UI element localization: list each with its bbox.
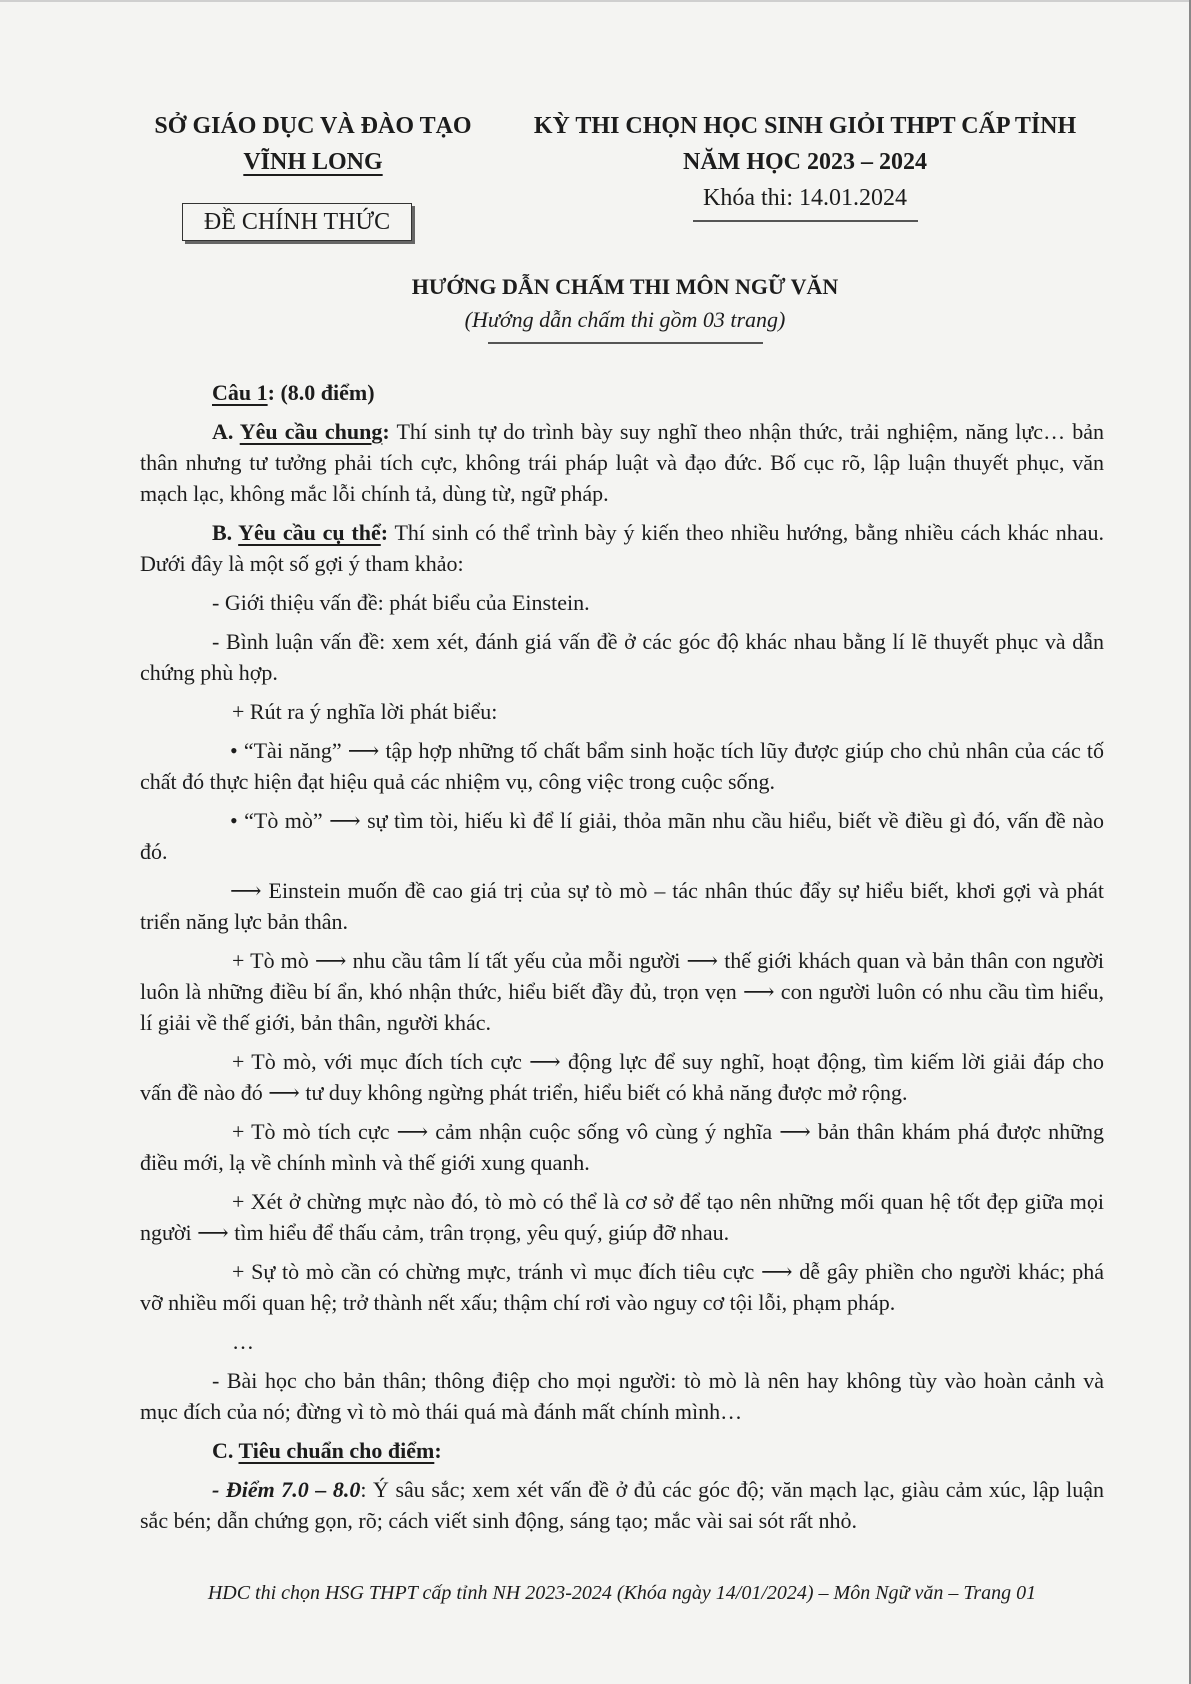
score-criterion: [140, 1474, 1104, 1536]
section-a-colon: :: [382, 419, 390, 444]
province-name: VĨNH LONG: [243, 149, 383, 175]
section-b-prefix: B.: [212, 520, 239, 545]
department-header: [138, 108, 488, 180]
list-item: - Giới thiệu vấn đề: phát biểu của Einstein.: [212, 590, 590, 615]
question-points: : (8.0 điểm): [267, 380, 375, 405]
document-subtitle: (Hướng dẫn chấm thi gồm 03 trang): [464, 307, 786, 332]
section-c-colon: :: [434, 1438, 442, 1463]
section-a-text: Thí sinh tự do trình bày suy nghĩ theo nhận thức, trải nghiệm, năng lực… bản thân nhưng tư tưởng phải tích cực, không trái pháp luật và đạo đức. Bố cục rõ, lập luận thuyết phục, văn mạch lạc, không mắc lỗi chính tả, dùng từ, ngữ pháp.: [140, 419, 1104, 506]
title-divider: [488, 342, 763, 344]
list-item: - Bài học cho bản thân; thông điệp cho mọi người: tò mò là nên hay không tùy vào hoàn cảnh và mục đích của nó; đừng vì tò mò thái quá mà đánh mất chính mình…: [140, 1368, 1104, 1424]
section-b-heading: Yêu cầu cụ thể: [238, 520, 381, 545]
list-item: + Sự tò mò cần có chừng mực, tránh vì mục đích tiêu cực ⟶ dễ gây phiền cho người khác; phá vỡ nhiều mối quan hệ; trở thành nết xấu; thậm chí rơi vào nguy cơ tội lỗi, phạm pháp.: [140, 1259, 1104, 1315]
exam-header: [505, 108, 1105, 222]
exam-date: Khóa thi: 14.01.2024: [703, 185, 907, 211]
ellipsis: …: [232, 1329, 254, 1354]
exam-name: KỲ THI CHỌN HỌC SINH GIỎI THPT CẤP TỈNH: [533, 113, 1077, 139]
list-item: + Tò mò ⟶ nhu cầu tâm lí tất yếu của mỗi người ⟶ thế giới khách quan và bản thân con người luôn là những điều bí ẩn, khó nhận thức, hiểu biết đầy đủ, trọn vẹn ⟶ con người luôn có nhu cầu tìm hiểu, lí giải về thế giới, bản thân, người khác.: [140, 948, 1104, 1035]
document-title: HƯỚNG DẪN CHẤM THI MÔN NGỮ VĂN: [411, 274, 839, 299]
list-item: ⟶ Einstein muốn đề cao giá trị của sự tò mò – tác nhân thúc đẩy sự hiểu biết, khơi gợi và phát triển năng lực bản thân.: [140, 878, 1104, 934]
list-item: + Tò mò, với mục đích tích cực ⟶ động lực để suy nghĩ, hoạt động, tìm kiếm lời giải đáp cho vấn đề nào đó ⟶ tư duy không ngừng phát triển, hiểu biết có khả năng được mở rộng.: [140, 1049, 1104, 1105]
score-text: : Ý sâu sắc; xem xét vấn đề ở đủ các góc độ; văn mạch lạc, giàu cảm xúc, lập luận sắc bén; dẫn chứng gọn, rõ; cách viết sinh động, sáng tạo; mắc vài sai sót rất nhỏ.: [140, 1477, 1105, 1533]
official-stamp-box: ĐỀ CHÍNH THỨC: [182, 203, 412, 241]
scan-edge-top: [0, 0, 1191, 2]
list-item: • “Tài năng” ⟶ tập hợp những tố chất bẩm sinh hoặc tích lũy được giúp cho chủ nhân của các tố chất đó thực hiện đạt hiệu quả các nhiệm vụ, công việc trong cuộc sống.: [140, 738, 1104, 794]
page-footer: HDC thi chọn HSG THPT cấp tỉnh NH 2023-2024 (Khóa ngày 14/01/2024) – Môn Ngữ văn – Trang 01: [207, 1582, 1037, 1604]
section-b-text: Thí sinh có thể trình bày ý kiến theo nhiều hướng, bằng nhiều cách khác nhau. Dưới đây là một số gợi ý tham khảo:: [140, 520, 1105, 576]
section-a-prefix: A.: [212, 419, 240, 444]
list-item: + Xét ở chừng mực nào đó, tò mò có thể là cơ sở để tạo nên những mối quan hệ tốt đẹp giữa mọi người ⟶ tìm hiểu để thấu cảm, trân trọng, yêu quý, giúp đỡ nhau.: [140, 1189, 1104, 1245]
school-year: NĂM HỌC 2023 – 2024: [683, 149, 927, 175]
section-b: [140, 517, 1104, 579]
section-b-colon: :: [380, 520, 389, 545]
section-c-prefix: C.: [212, 1438, 239, 1463]
department-name: SỞ GIÁO DỤC VÀ ĐÀO TẠO: [154, 113, 472, 139]
list-item: + Tò mò tích cực ⟶ cảm nhận cuộc sống vô cùng ý nghĩa ⟶ bản thân khám phá được những điều mới, lạ về chính mình và thế giới xung quanh.: [140, 1119, 1104, 1175]
header-divider: [693, 220, 918, 222]
section-a-heading: Yêu cầu chung: [239, 419, 383, 444]
list-item: + Rút ra ý nghĩa lời phát biểu:: [232, 699, 498, 724]
list-item: • “Tò mò” ⟶ sự tìm tòi, hiếu kì để lí giải, thỏa mãn nhu cầu hiểu, biết về điều gì đó, vấn đề nào đó.: [140, 808, 1104, 864]
section-c-heading: Tiêu chuẩn cho điểm: [238, 1438, 435, 1463]
question-heading: [140, 377, 1104, 408]
document-body: [140, 377, 1104, 1544]
section-a: [140, 416, 1104, 509]
title-block: [300, 270, 950, 344]
list-item: - Bình luận vấn đề: xem xét, đánh giá vấn đề ở các góc độ khác nhau bằng lí lẽ thuyết phục và dẫn chứng phù hợp.: [140, 629, 1104, 685]
score-label: - Điểm 7.0 – 8.0: [212, 1477, 361, 1502]
question-label: Câu 1: [212, 380, 268, 405]
section-c: [140, 1435, 1104, 1466]
